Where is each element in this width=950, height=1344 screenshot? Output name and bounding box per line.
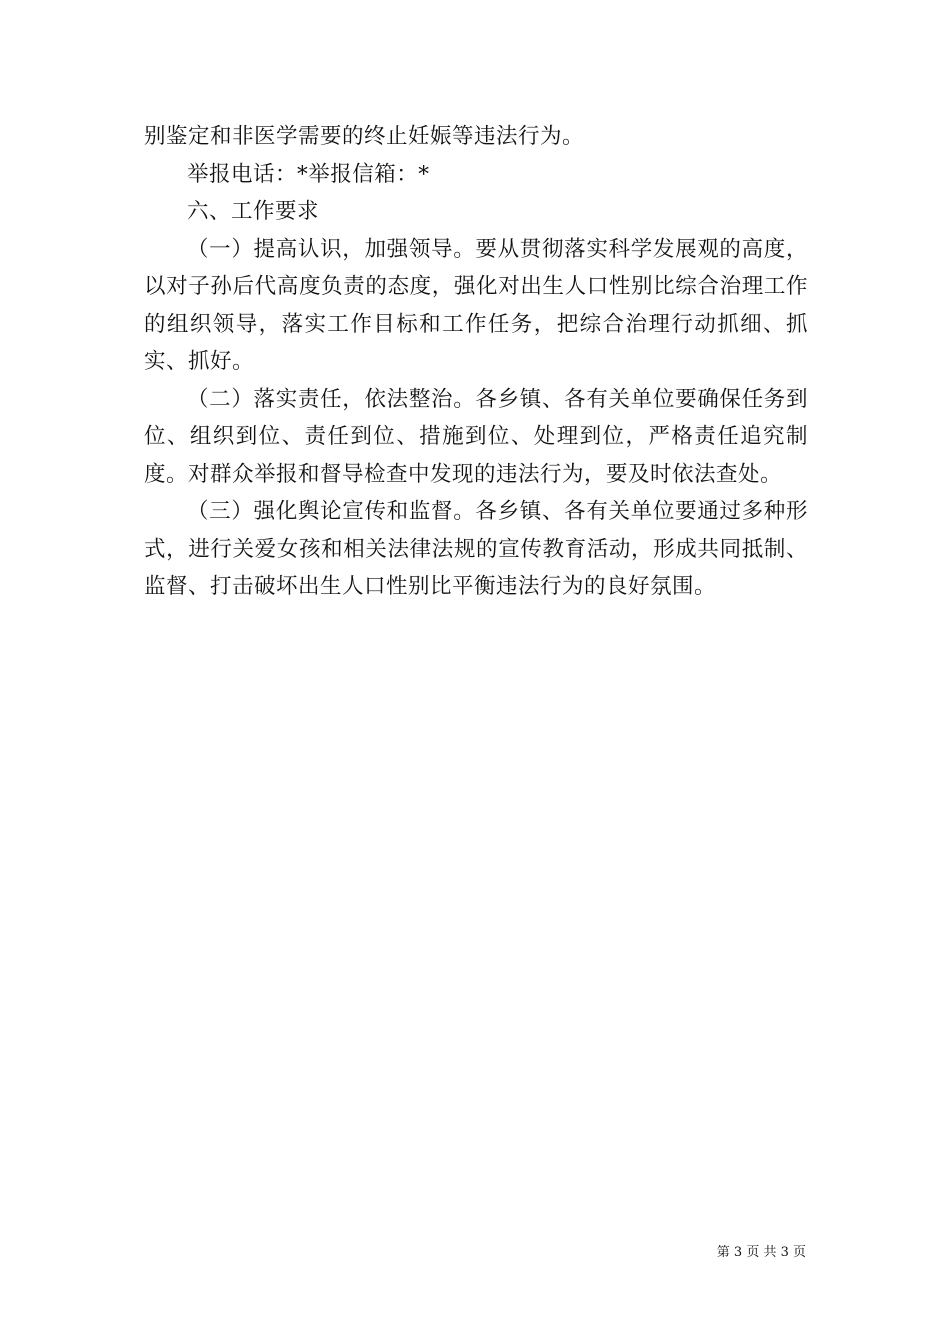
paragraph-requirement-2: （二）落实责任，依法整治。各乡镇、各有关单位要确保任务到位、组织到位、责任到位、措施到位、处理到位，严格责任追究制度。对群众举报和督导检查中发现的违法行为，要及时依法查处。 [144, 386, 808, 487]
paragraph-requirement-3: （三）强化舆论宣传和监督。各乡镇、各有关单位要通过多种形式，进行关爱女孩和相关法律法规的宣传教育活动，形成共同抵制、监督、打击破坏出生人口性别比平衡违法行为的良好氛围。 [144, 499, 808, 599]
paragraph-report-contact: 举报电话：*举报信箱：* [187, 161, 430, 187]
page-number-footer: 第 3 页 共 3 页 [716, 1245, 806, 1260]
paragraph-requirement-1: （一）提高认识，加强领导。要从贯彻落实科学发展观的高度，以对子孙后代高度负责的态度，强化对出生人口性别比综合治理工作的组织领导，落实工作目标和工作任务，把综合治理行动抓细、抓实、抓好。 [144, 236, 808, 374]
document-body [144, 118, 808, 606]
paragraph-continuation: 别鉴定和非医学需要的终止妊娠等违法行为。 [144, 124, 585, 149]
section-heading-work-requirements: 六、工作要求 [187, 199, 320, 224]
